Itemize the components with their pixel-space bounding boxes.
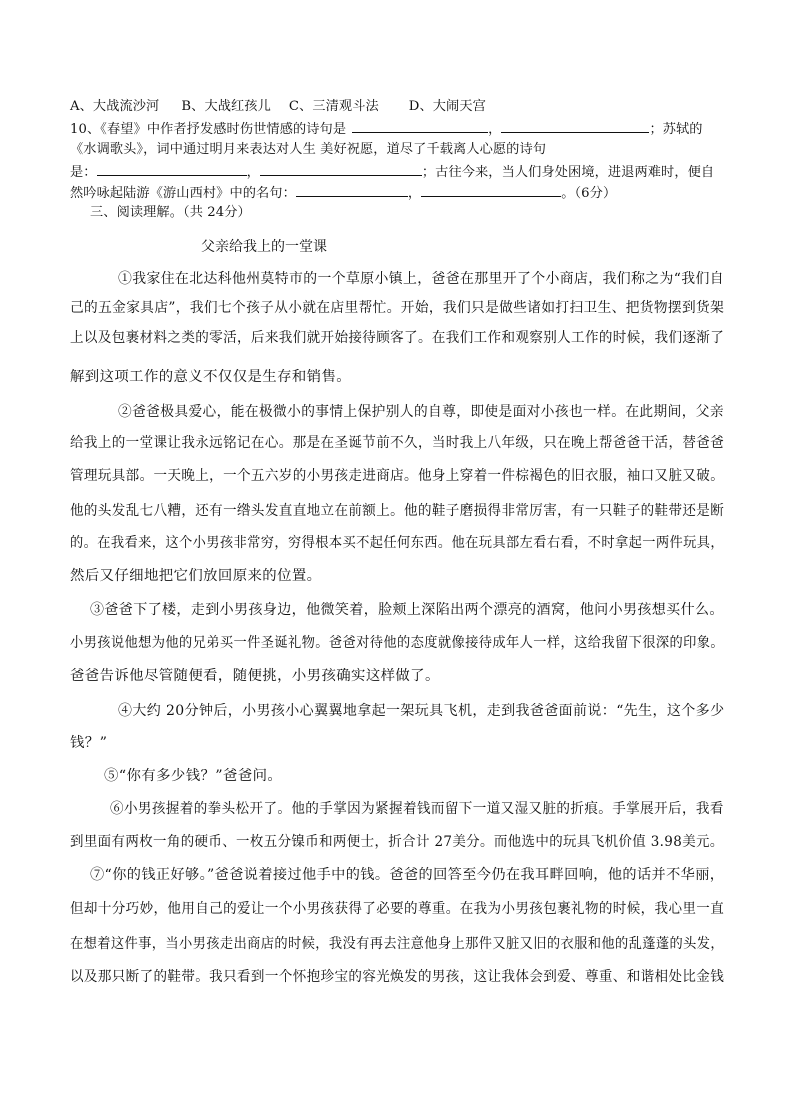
article-line: ②爸爸极具爱心，能在极微小的事情上保护别人的自尊，即使是面对小孩也一样。在此期间，父亲 <box>118 404 724 420</box>
article-line: 爸爸告诉他尽管随便看，随便挑，小男孩确实这样做了。 <box>70 668 440 684</box>
q10-line1-sep: ， <box>488 122 502 137</box>
article-line: 以及那只断了的鞋带。我只看到一个怀抱珍宝的容光焕发的男孩，这让我体会到爱、尊重、和谐相处比金钱 <box>70 969 725 985</box>
article-line: 管理玩具部。一天晚上，一个五六岁的小男孩走进商店。他身上穿着一件棕褐色的旧衣服，袖口又脏又破。 <box>70 468 725 484</box>
q10-blank-3[interactable] <box>97 162 247 176</box>
article-line: ①我家住在北达科他州莫特市的一个草原小镇上，爸爸在那里开了个小商店，我们称之为“我们自 <box>118 271 724 287</box>
option-d: D、大闹天宫 <box>408 99 486 114</box>
q10-blank-4[interactable] <box>260 162 422 176</box>
q10-line3-sep: ， <box>246 165 260 180</box>
q10-line1-prefix: 10、《春望》中作者抒发感时伤世情感的诗句是 <box>70 122 347 137</box>
q10-line4-sep: ， <box>407 186 422 201</box>
section-heading: 三、阅读理解。（共 24分） <box>90 205 251 220</box>
q10-blank-6[interactable] <box>421 183 561 197</box>
question10-line3 <box>70 162 714 182</box>
article-line: 但却十分巧妙，他用自己的爱让一个小男孩获得了必要的尊重。在我为小男孩包裹礼物的时候，我心里一直 <box>70 901 725 917</box>
article-line: 小男孩说他想为他的兄弟买一件圣诞礼物。爸爸对待他的态度就像接待成年人一样，这给我留下很深的印象。 <box>70 635 724 651</box>
question10-line2: 《水调歌头》，词中通过明月来表达对人生 美好祝愿，道尽了千载离人心愿的诗句 <box>70 142 547 157</box>
article-line: 上以及包裹材料之类的零活，后来我们就开始接待顾客了。在我们工作和观察别人工作的时候，我们逐渐了 <box>70 330 725 346</box>
article-line: ⑥小男孩握着的拳头松开了。他的手掌因为紧握着钱而留下一道又湿又脏的折痕。手掌展开后，我看 <box>110 801 724 817</box>
option-c: C、三清观斗法 <box>288 99 379 114</box>
article-line: 他的头发乱七八糟，还有一绺头发直直地立在前额上。他的鞋子磨损得非常厉害，有一只鞋子的鞋带还是断 <box>70 503 725 519</box>
article-line: ⑦“你的钱正好够。”爸爸说着接过他手中的钱。爸爸的回答至今仍在我耳畔回响，他的话并不华丽， <box>90 867 725 883</box>
question9-options <box>70 98 486 116</box>
article-line: 己的五金家具店”，我们七个孩子从小就在店里帮忙。开始，我们只是做些诸如打扫卫生、把货物摆到货架 <box>70 300 725 316</box>
article-line: ⑤“你有多少钱？”爸爸问。 <box>104 768 283 784</box>
article-line: 钱？” <box>70 735 108 751</box>
article-line: 到里面有两枚一角的硬币、一枚五分镍币和两便士，折合计 27美分。而他选中的玩具飞机价值 3.98美元。 <box>70 834 724 850</box>
article-line: 给我上的一堂课让我永远铭记在心。那是在圣诞节前不久，当时我上八年级，只在晚上帮爸爸干活，替爸爸 <box>70 435 725 451</box>
option-a: A、大战流沙河 <box>70 99 160 114</box>
q10-line3-suffix: ；古往今来，当人们身处困境，进退两难时，便自 <box>421 165 715 180</box>
article-line: 的。在我看来，这个小男孩非常穷，穷得根本买不起任何东西。他在玩具部左看右看，不时拿起一两件玩具， <box>70 535 724 551</box>
q10-line4-prefix: 然吟咏起陆游《游山西村》中的名句： <box>70 186 296 201</box>
article-line: 在想着这件事，当小男孩走出商店的时候，我没有再去注意他身上那件又脏又旧的衣服和他的乱蓬蓬的头发， <box>70 936 724 952</box>
q10-line3-prefix: 是： <box>70 165 97 180</box>
q10-blank-2[interactable] <box>501 119 649 133</box>
q10-blank-1[interactable] <box>352 119 488 133</box>
article-line: 然后又仔细地把它们放回原来的位置。 <box>70 568 322 584</box>
q10-line4-suffix: 。（6分） <box>561 186 617 201</box>
article-line: 解到这项工作的意义不仅仅是生存和销售。 <box>70 369 352 385</box>
question10-line4 <box>70 183 616 203</box>
question10-line1 <box>70 119 703 139</box>
article-line: ④大约 20分钟后，小男孩小心翼翼地拿起一架玩具飞机，走到我爸爸面前说：“先生，这个多少 <box>118 703 725 719</box>
article-title: 父亲给我上的一堂课 <box>201 239 327 255</box>
q10-line1-suffix: ；苏轼的 <box>649 122 703 137</box>
option-b: B、大战红孩儿 <box>181 99 271 114</box>
q10-blank-5[interactable] <box>296 183 408 197</box>
article-line: ③爸爸下了楼，走到小男孩身边，他微笑着，脸颊上深陷出两个漂亮的酒窝，他问小男孩想买什么。 <box>90 602 724 618</box>
